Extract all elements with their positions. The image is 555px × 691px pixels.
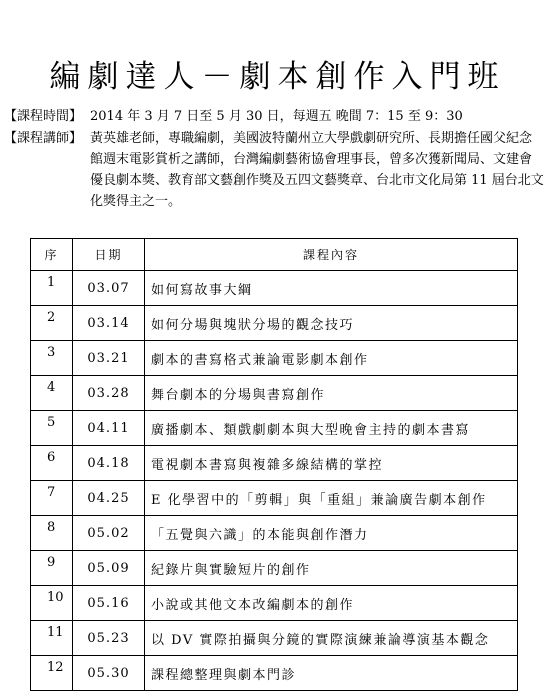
table-row [31,516,518,551]
row-content: 電視劇本書寫與複雜多線結構的掌控 [145,446,518,481]
row-date: 05.02 [73,516,145,551]
row-number: 8 [31,516,73,551]
row-number: 5 [31,411,73,446]
course-time-text: 2014 年 3 月 7 日至 5 月 30 日，每週五 晚間 7：15 至 9：30 [90,109,463,124]
header-number: 序 [31,239,73,271]
row-number: 2 [31,306,73,341]
row-content: 舞台劇本的分場與書寫創作 [145,376,518,411]
row-date: 05.16 [73,586,145,621]
row-content: 如何寫故事大綱 [145,271,518,306]
row-date: 05.09 [73,551,145,586]
row-date: 04.25 [73,481,145,516]
course-teacher-text: 黃英雄老師，專職編劇，美國波特蘭州立大學戲劇研究所、長期擔任國父紀念館週末電影賞析之講師，台灣編劇藝術協會理事長，曾多次獲新聞局、文建會優良劇本獎、教育部文藝創作獎及五四文藝獎章、台北市文化局第 11 屆台北文化獎得主之一。 [90,131,544,209]
row-number: 6 [31,446,73,481]
table-row [31,446,518,481]
page-title: 編劇達人－劇本創作入門班 [49,58,506,95]
row-date: 03.07 [73,271,145,306]
row-number: 1 [31,271,73,306]
header-content: 課程內容 [145,239,518,271]
row-number: 11 [31,621,73,656]
header-date: 日期 [73,239,145,271]
row-number: 4 [31,376,73,411]
course-time-section [4,106,544,127]
table-row [31,481,518,516]
row-content: 「五覺與六識」的本能與創作潛力 [145,516,518,551]
row-content: 如何分場與塊狀分場的觀念技巧 [145,306,518,341]
table-row [31,376,518,411]
table-row [31,586,518,621]
row-content: 以 DV 實際拍攝與分鏡的實際演練兼論導演基本觀念 [145,621,518,656]
row-content: 小說或其他文本改編劇本的創作 [145,586,518,621]
row-date: 03.21 [73,341,145,376]
course-teacher-section [4,128,544,212]
row-date: 04.11 [73,411,145,446]
row-number: 3 [31,341,73,376]
table-row [31,411,518,446]
course-time-label: 【課程時間】 [4,109,83,124]
schedule-header-row [31,239,518,271]
row-date: 04.18 [73,446,145,481]
row-content: 劇本的書寫格式兼論電影劇本創作 [145,341,518,376]
row-content: E 化學習中的「剪輯」與「重組」兼論廣告劇本創作 [145,481,518,516]
row-content: 課程總整理與劇本門診 [145,656,518,691]
row-number: 12 [31,656,73,691]
table-row [31,551,518,586]
row-number: 10 [31,586,73,621]
row-date: 05.23 [73,621,145,656]
table-row [31,271,518,306]
row-date: 05.30 [73,656,145,691]
table-row [31,656,518,691]
schedule-table [30,238,518,691]
table-row [31,341,518,376]
row-date: 03.14 [73,306,145,341]
course-teacher-label: 【課程講師】 [4,131,83,146]
row-number: 9 [31,551,73,586]
row-date: 03.28 [73,376,145,411]
table-row [31,621,518,656]
table-row [31,306,518,341]
row-number: 7 [31,481,73,516]
row-content: 廣播劇本、類戲劇劇本與大型晚會主持的劇本書寫 [145,411,518,446]
row-content: 紀錄片與實驗短片的創作 [145,551,518,586]
